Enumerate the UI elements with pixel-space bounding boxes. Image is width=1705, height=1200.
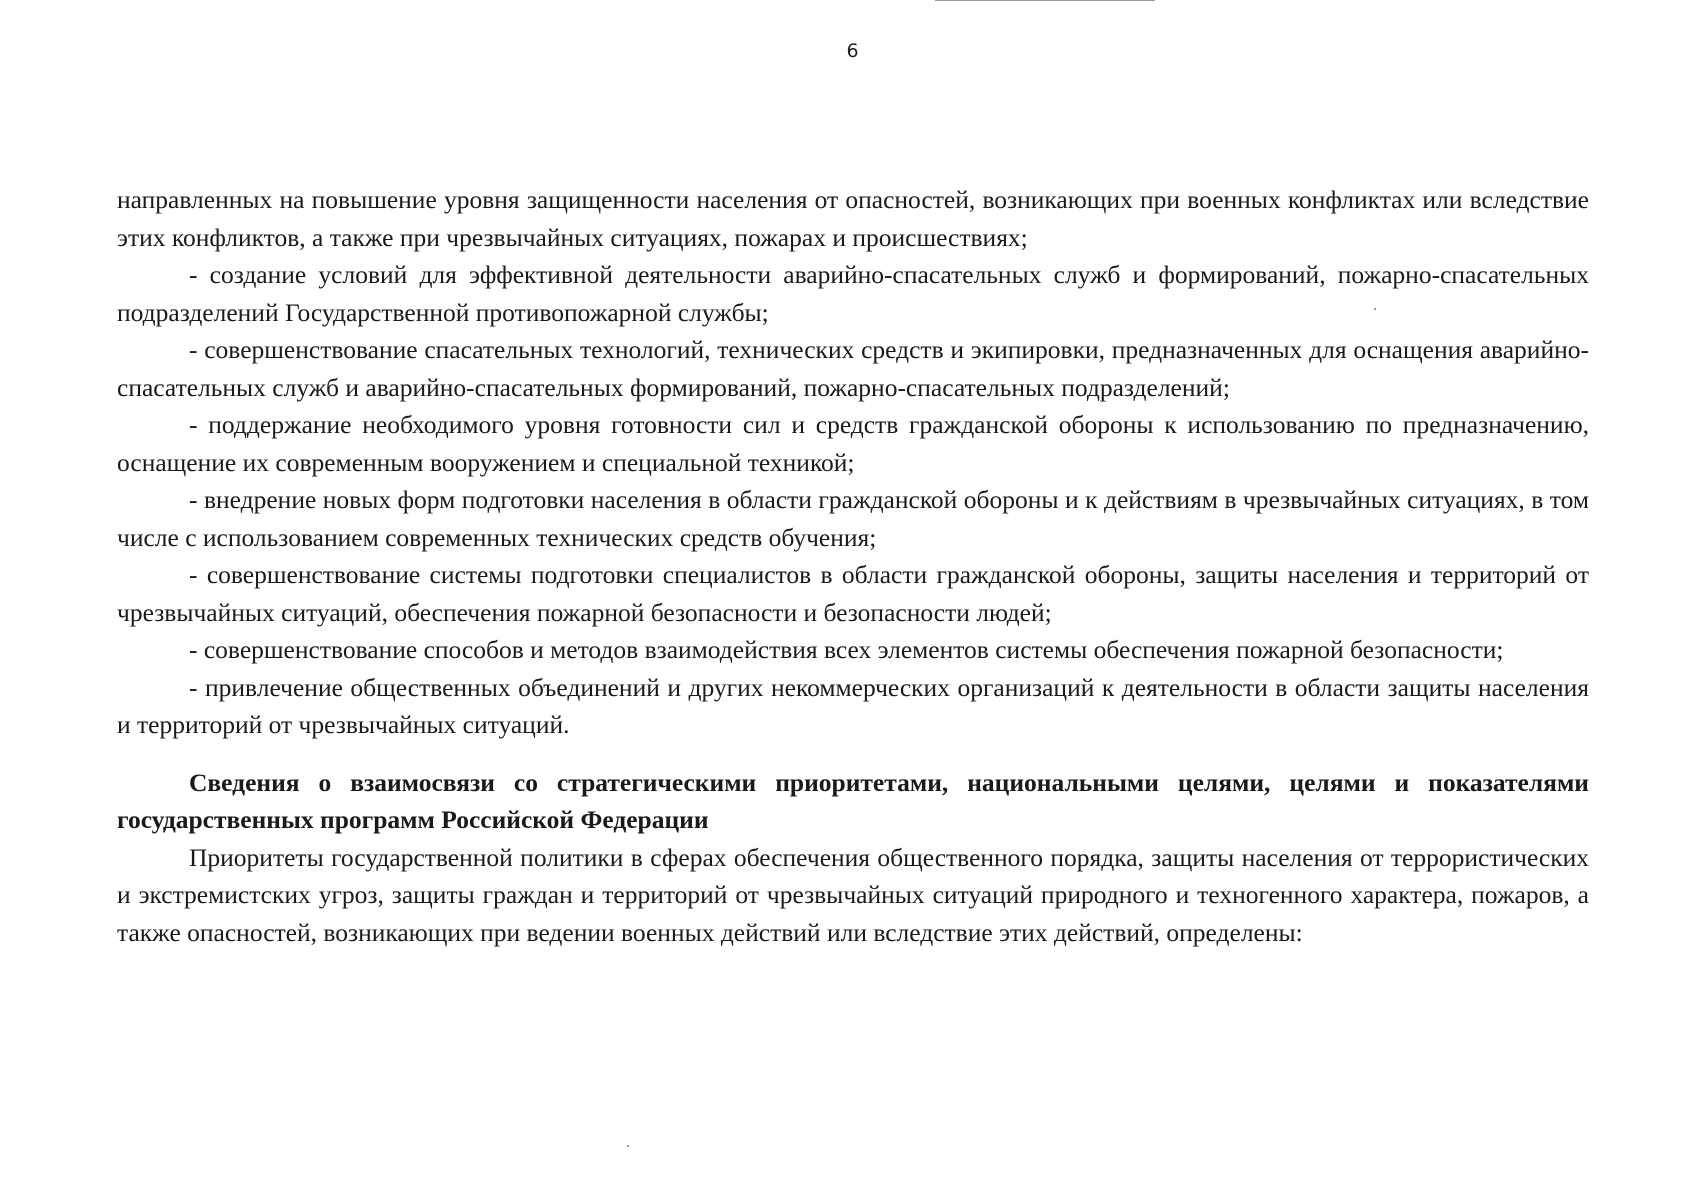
list-item: - совершенствование системы подготовки специалистов в области гражданской обороны, защиты населения и территорий от чрезвычайных ситуаций, обеспечения пожарной безопасности и безопасности людей; <box>117 560 1589 627</box>
list-item: - совершенствование способов и методов взаимодействия всех элементов системы обеспечения пожарной безопасности; <box>189 635 1504 664</box>
document-body <box>117 181 1589 951</box>
list-item: - совершенствование спасательных технологий, технических средств и экипировки, предназначенных для оснащения аварийно-спасательных служб и аварийно-спасательных формирований, пожарно-спасательных подразделений; <box>117 335 1589 402</box>
section-paragraph: Приоритеты государственной политики в сферах обеспечения общественного порядка, защиты населения от террористических и экстремистских угроз, защиты граждан и территорий от чрезвычайных ситуаций природного и техногенного характера, пожаров, а также опасностей, возникающих при ведении военных действий или вследствие этих действий, определены: <box>117 842 1589 947</box>
list-item: - создание условий для эффективной деятельности аварийно-спасательных служб и формирований, пожарно-спасательных подразделений Государственной противопожарной службы; <box>117 260 1589 327</box>
section-heading: Сведения о взаимосвязи со стратегическими приоритетами, национальными целями, целями и показателями государственных программ Российской Федерации <box>117 767 1589 834</box>
top-scan-line <box>935 0 1155 1</box>
page-number: 6 <box>846 40 859 62</box>
scan-speck <box>1374 308 1376 310</box>
paragraph-continuation: направленных на повышение уровня защищенности населения от опасностей, возникающих при военных конфликтах или вследствие этих конфликтов, а также при чрезвычайных ситуациях, пожарах и происшествиях; <box>117 185 1589 252</box>
list-item: - привлечение общественных объединений и других некоммерческих организаций к деятельности в области защиты населения и территорий от чрезвычайных ситуаций. <box>117 672 1589 739</box>
list-item: - поддержание необходимого уровня готовности сил и средств гражданской обороны к использованию по предназначению, оснащение их современным вооружением и специальной техникой; <box>117 410 1589 477</box>
scan-speck <box>627 1145 629 1147</box>
list-item: - внедрение новых форм подготовки населения в области гражданской обороны и к действиям в чрезвычайных ситуациях, в том числе с использованием современных технических средств обучения; <box>117 485 1589 552</box>
